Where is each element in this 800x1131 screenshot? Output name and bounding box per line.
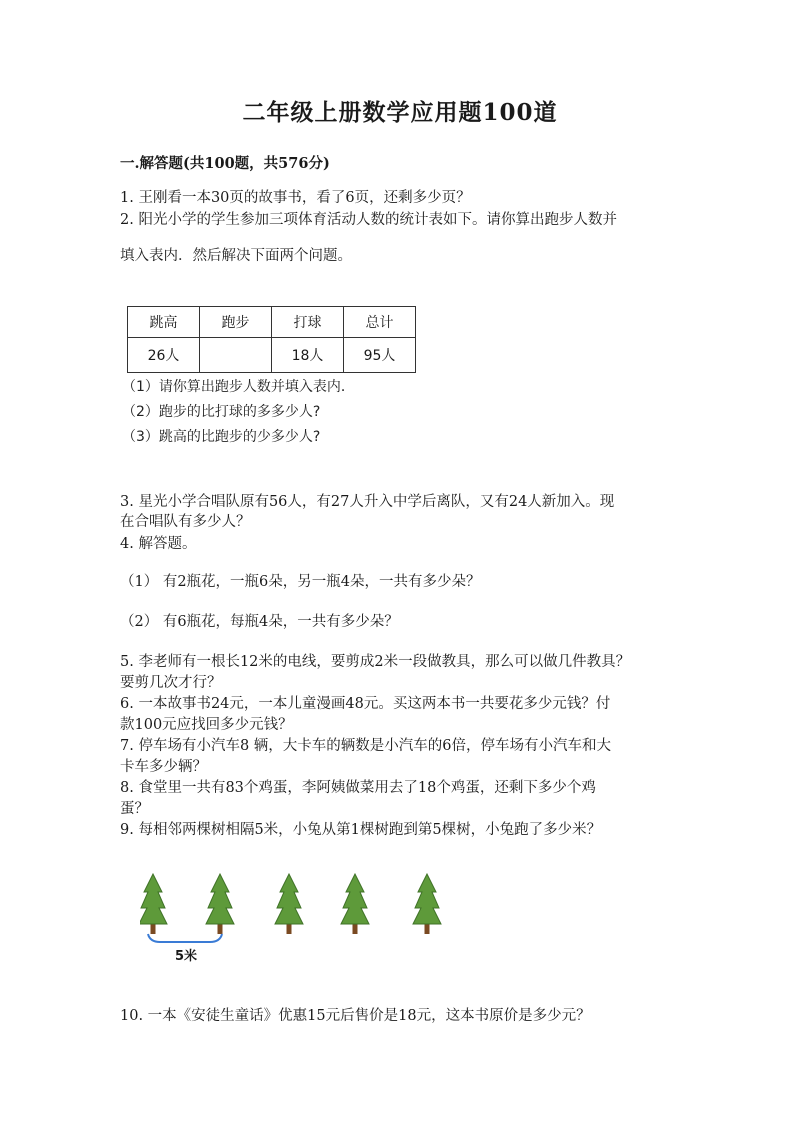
table-header-row bbox=[128, 307, 416, 338]
question-2-sub-1: （1）请你算出跑步人数并填入表内． bbox=[122, 379, 355, 395]
question-9: 9. 每相邻两棵树相隔5米，小兔从第1棵树跑到第5棵树，小兔跑了多少米？ bbox=[120, 822, 602, 838]
question-6-line-1: 6. 一本故事书24元，一本儿童漫画48元。买这两本书一共要花多少元钱？付 bbox=[120, 696, 611, 712]
question-2-sub-3: （3）跳高的比跑步的少多少人? bbox=[122, 429, 321, 445]
tree-icon bbox=[341, 874, 369, 934]
question-5-line-2: 要剪几次才行？ bbox=[120, 675, 222, 691]
trees-diagram bbox=[140, 872, 450, 968]
question-2-sub-2: （2）跑步的比打球的多多少人? bbox=[122, 404, 321, 420]
section-heading: 一.解答题(共100题，共576分) bbox=[120, 155, 330, 172]
question-3-line-2: 在合唱队有多少人？ bbox=[120, 514, 251, 530]
question-2-line-2: 填入表内．然后解决下面两个问题。 bbox=[120, 248, 352, 264]
table-cell: 26人 bbox=[128, 338, 200, 373]
question-1: 1. 王刚看一本30页的故事书，看了6页，还剩多少页？ bbox=[120, 190, 471, 206]
question-8-line-1: 8. 食堂里一共有83个鸡蛋，李阿姨做菜用去了18个鸡蛋，还剩下多少个鸡 bbox=[120, 780, 596, 796]
question-5-line-1: 5. 李老师有一根长12米的电线，要剪成2米一段做教具，那么可以做几件教具？ bbox=[120, 654, 631, 670]
question-8-line-2: 蛋？ bbox=[120, 801, 149, 817]
tree-icon bbox=[413, 874, 441, 934]
question-7-line-2: 卡车多少辆？ bbox=[120, 759, 207, 775]
question-7-line-1: 7. 停车场有小汽车8 辆，大卡车的辆数是小汽车的6倍，停车场有小汽车和大 bbox=[120, 738, 612, 754]
tree-icon bbox=[140, 874, 167, 934]
sports-stats-table bbox=[127, 306, 416, 373]
question-4-sub-2: （2） 有6瓶花，每瓶4朵，一共有多少朵？ bbox=[120, 614, 399, 630]
table-header-cell: 打球 bbox=[272, 307, 344, 338]
distance-label: 5米 bbox=[174, 949, 198, 964]
question-2-line-1: 2. 阳光小学的学生参加三项体育活动人数的统计表如下。请你算出跑步人数并 bbox=[120, 212, 617, 228]
question-4: 4. 解答题。 bbox=[120, 536, 197, 552]
table-header-cell: 总计 bbox=[344, 307, 416, 338]
page-title: 二年级上册数学应用题100道 bbox=[242, 99, 558, 126]
question-4-sub-1: （1） 有2瓶花，一瓶6朵，另一瓶4朵，一共有多少朵？ bbox=[120, 574, 481, 590]
question-10: 10. 一本《安徒生童话》优惠15元后售价是18元，这本书原价是多少元？ bbox=[120, 1008, 591, 1024]
table-cell-blank bbox=[200, 338, 272, 373]
table-cell: 18人 bbox=[272, 338, 344, 373]
distance-bracket bbox=[148, 934, 222, 942]
tree-icon bbox=[206, 874, 234, 934]
tree-icon bbox=[275, 874, 303, 934]
table-header-cell: 跑步 bbox=[200, 307, 272, 338]
question-6-line-2: 款100元应找回多少元钱？ bbox=[120, 717, 293, 733]
table-cell: 95人 bbox=[344, 338, 416, 373]
table-row bbox=[128, 338, 416, 373]
question-3-line-1: 3. 星光小学合唱队原有56人，有27人升入中学后离队，又有24人新加入。现 bbox=[120, 494, 615, 510]
table-header-cell: 跳高 bbox=[128, 307, 200, 338]
